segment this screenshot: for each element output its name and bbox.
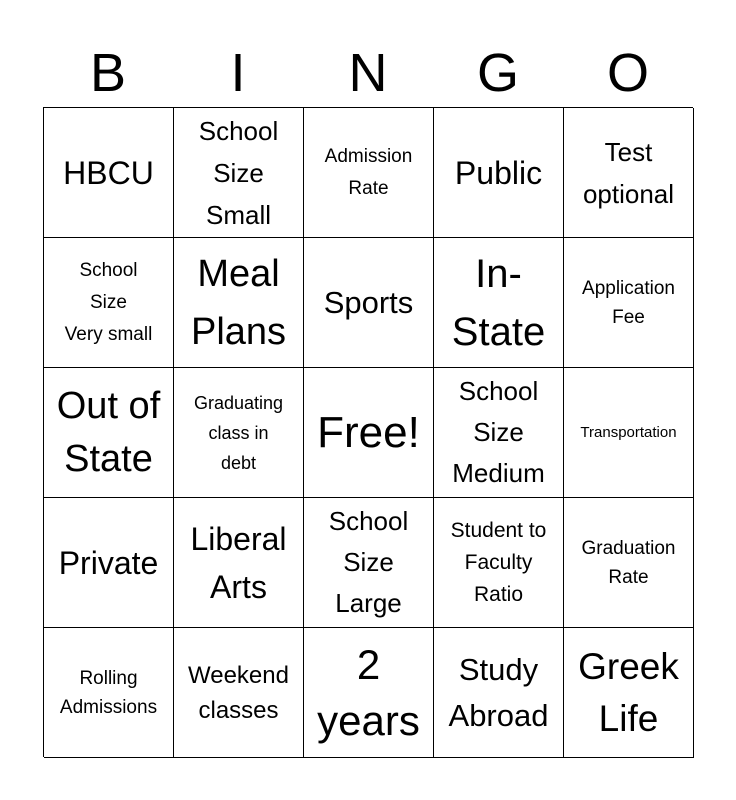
bingo-cell[interactable]: [564, 238, 694, 368]
bingo-cell[interactable]: [44, 628, 174, 758]
bingo-cell[interactable]: [564, 368, 694, 498]
cell-text: School Size Medium: [452, 376, 545, 488]
bingo-cell[interactable]: [564, 628, 694, 758]
header-letter-n: N: [348, 43, 388, 103]
cell-text: Graduating class in debt: [193, 392, 284, 473]
cell-text: Application Fee: [582, 277, 675, 328]
cell-text: School Size Small: [198, 115, 279, 230]
bingo-cell[interactable]: [434, 108, 564, 238]
bingo-cell[interactable]: [304, 238, 434, 368]
cell-text: Rolling Admissions: [59, 667, 158, 718]
cell-text: Graduation Rate: [581, 537, 676, 588]
bingo-cell[interactable]: [44, 498, 174, 628]
bingo-cell[interactable]: [174, 238, 304, 368]
bingo-cell[interactable]: [434, 628, 564, 758]
header-letter-o: O: [606, 43, 649, 103]
header-letter-g: G: [476, 43, 519, 103]
bingo-cell[interactable]: [174, 368, 304, 498]
cell-text: 2 years: [317, 640, 420, 744]
cell-text: Meal Plans: [190, 252, 287, 353]
header-letter-i: I: [230, 43, 246, 103]
bingo-cell[interactable]: [304, 368, 434, 498]
cell-text: Out of State: [56, 384, 161, 480]
cell-text: In- State: [451, 251, 546, 354]
cell-text: Private: [58, 544, 159, 581]
bingo-cell[interactable]: [44, 108, 174, 238]
cell-text: Liberal Arts: [190, 520, 287, 605]
cell-text: Test optional: [582, 136, 675, 209]
bingo-cell[interactable]: [304, 108, 434, 238]
bingo-cell[interactable]: [174, 628, 304, 758]
bingo-card: [43, 107, 693, 757]
cell-text: Student to Faculty Ratio: [450, 518, 547, 606]
cell-text: School Size Very small: [64, 259, 153, 345]
cell-text: Study Abroad: [448, 651, 549, 733]
bingo-cell[interactable]: [564, 108, 694, 238]
cell-text: Transportation: [580, 423, 677, 441]
bingo-cell[interactable]: [564, 498, 694, 628]
bingo-cell[interactable]: [434, 368, 564, 498]
cell-text: Greek Life: [578, 645, 679, 739]
cell-text: School Size Large: [328, 506, 409, 618]
cell-text: Sports: [323, 285, 414, 320]
cell-text: HBCU: [63, 154, 154, 191]
bingo-cell[interactable]: [304, 628, 434, 758]
bingo-cell[interactable]: [434, 238, 564, 368]
header-letter-b: B: [89, 43, 127, 103]
bingo-cell[interactable]: [174, 498, 304, 628]
bingo-cell[interactable]: [44, 238, 174, 368]
bingo-cell[interactable]: [174, 108, 304, 238]
cell-text: Free!: [317, 407, 420, 457]
bingo-header: [43, 38, 693, 108]
bingo-cell[interactable]: [434, 498, 564, 628]
cell-text: Admission Rate: [324, 145, 413, 199]
cell-text: Weekend classes: [188, 661, 289, 724]
cell-text: Public: [454, 154, 543, 191]
bingo-cell[interactable]: [44, 368, 174, 498]
bingo-cell[interactable]: [304, 498, 434, 628]
